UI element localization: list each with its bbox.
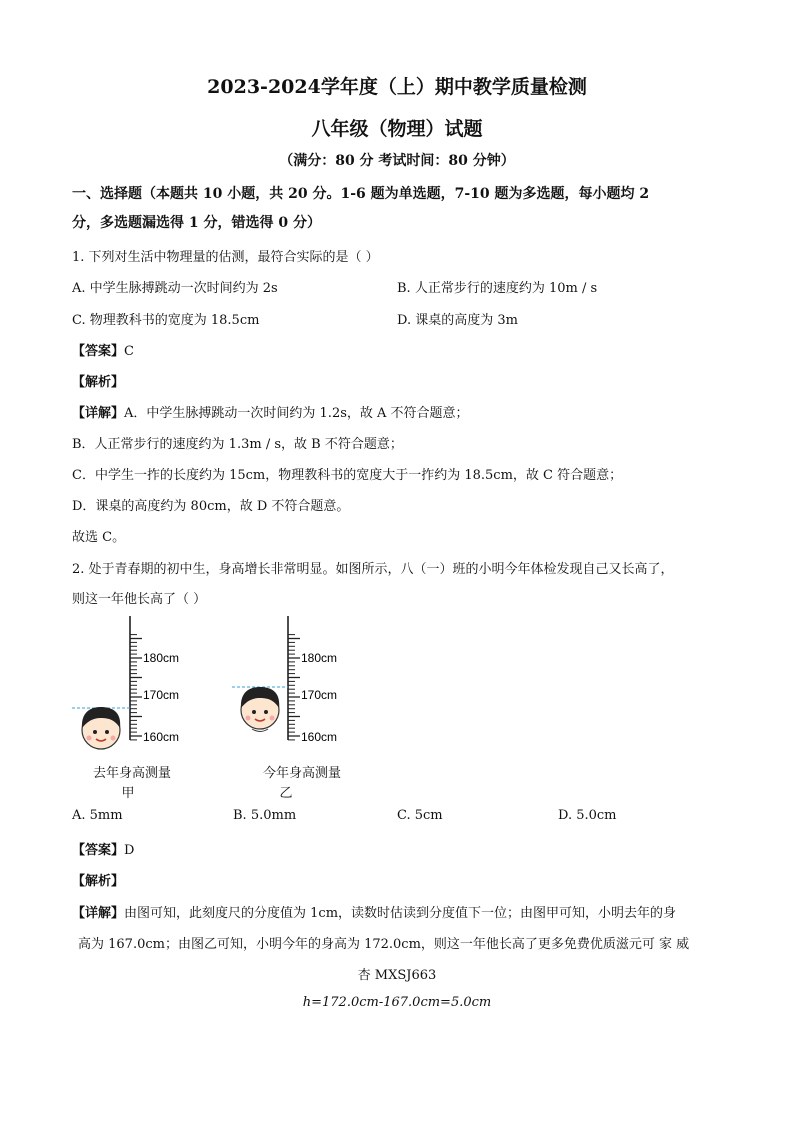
q1-option-a: A. 中学生脉搏跳动一次时间约为 2s [72, 281, 278, 296]
ruler-right-label-170: 170cm [301, 688, 338, 702]
answer-value: C [124, 344, 134, 359]
q2-option-b: B. 5.0mm [233, 808, 297, 823]
q2-option-d: D. 5.0cm [558, 808, 617, 823]
q1-analysis [72, 371, 124, 390]
q2-stem-line1: 2. 处于青春期的初中生，身高增长非常明显。如图所示，八（一）班的小明今年体检发现自己又长高了， [72, 562, 674, 577]
q2-detail-line2: 高为 167.0cm；由图乙可知，小明今年的身高为 172.0cm，则这一年他长高了更多免费优质滋元可 家 威 [78, 937, 690, 952]
boy-head-icon-right [241, 687, 279, 732]
answer-value: D [124, 843, 135, 858]
boy-head-icon-left [82, 707, 120, 749]
q1-answer [72, 340, 134, 359]
q1-detail-line4: D．课桌的高度约为 80cm，故 D 不符合题意。 [72, 499, 350, 514]
q1-detail-line2: B．人正常步行的速度约为 1.3m / s，故 B 不符合题意； [72, 437, 403, 452]
q1-option-c: C. 物理教科书的宽度为 18.5cm [72, 313, 260, 328]
q2-formula: h=172.0cm-167.0cm=5.0cm [302, 995, 492, 1010]
q2-option-a: A. 5mm [72, 808, 123, 823]
ruler-right-label-160: 160cm [301, 730, 338, 744]
q2-stem-line2: 则这一年他长高了（ ） [72, 592, 207, 607]
q1-option-b: B. 人正常步行的速度约为 10m / s [397, 281, 598, 296]
figure-caption-right: 今年身高测量 [262, 766, 341, 781]
answer-tag: 【答案】 [72, 344, 125, 359]
q1-detail-line1: 【详解】A．中学生脉搏跳动一次时间约为 1.2s，故 A 不符合题意； [72, 406, 469, 421]
detail-tag: 【详解】 [72, 406, 125, 421]
q1-detail-line3: C．中学生一拃的长度约为 15cm，物理教科书的宽度大于一拃约为 18.5cm，故 C 符合题意； [72, 468, 623, 483]
exam-info: （满分：80 分 考试时间：80 分钟） [279, 153, 515, 169]
section-heading-line1: 一、选择题（本题共 10 小题，共 20 分。1-6 题为单选题，7-10 题为多选题，每小题均 2 [72, 186, 650, 202]
exam-title: 2023-2024学年度（上）期中教学质量检测 [207, 76, 587, 98]
ruler-left-label-160: 160cm [143, 730, 180, 744]
ruler-left-label-170: 170cm [143, 688, 180, 702]
q1-option-d: D. 课桌的高度为 3m [397, 313, 518, 328]
ruler-right [288, 616, 337, 744]
q2-detail-line1: 【详解】由图可知，此刻度尺的分度值为 1cm，读数时估读到分度值下一位；由图甲可知，小明去年的身 [72, 906, 677, 921]
figure-label-yi: 乙 [279, 786, 293, 801]
q2-detail-line3: 杏 MXSJ663 [357, 968, 437, 983]
figure-label-jia: 甲 [121, 786, 135, 801]
exam-subject: 八年级（物理）试题 [311, 118, 483, 140]
section-heading-line2: 分，多选题漏选得 1 分，错选得 0 分） [72, 215, 321, 231]
ruler-left-label-180: 180cm [143, 651, 180, 665]
figure-caption-left: 去年身高测量 [92, 766, 171, 781]
q2-answer [72, 839, 134, 858]
answer-tag: 【答案】 [72, 843, 125, 858]
analysis-tag: 【解析】 [72, 375, 125, 390]
q1-conclusion: 故选 C。 [72, 530, 126, 545]
ruler-left [130, 616, 179, 744]
analysis-tag: 【解析】 [72, 874, 125, 889]
q2-option-c: C. 5cm [397, 808, 443, 823]
ruler-right-label-180: 180cm [301, 651, 338, 665]
q2-analysis [72, 870, 124, 889]
detail-tag: 【详解】 [72, 906, 125, 921]
q1-stem: 1. 下列对生活中物理量的估测，最符合实际的是（ ） [72, 250, 379, 265]
